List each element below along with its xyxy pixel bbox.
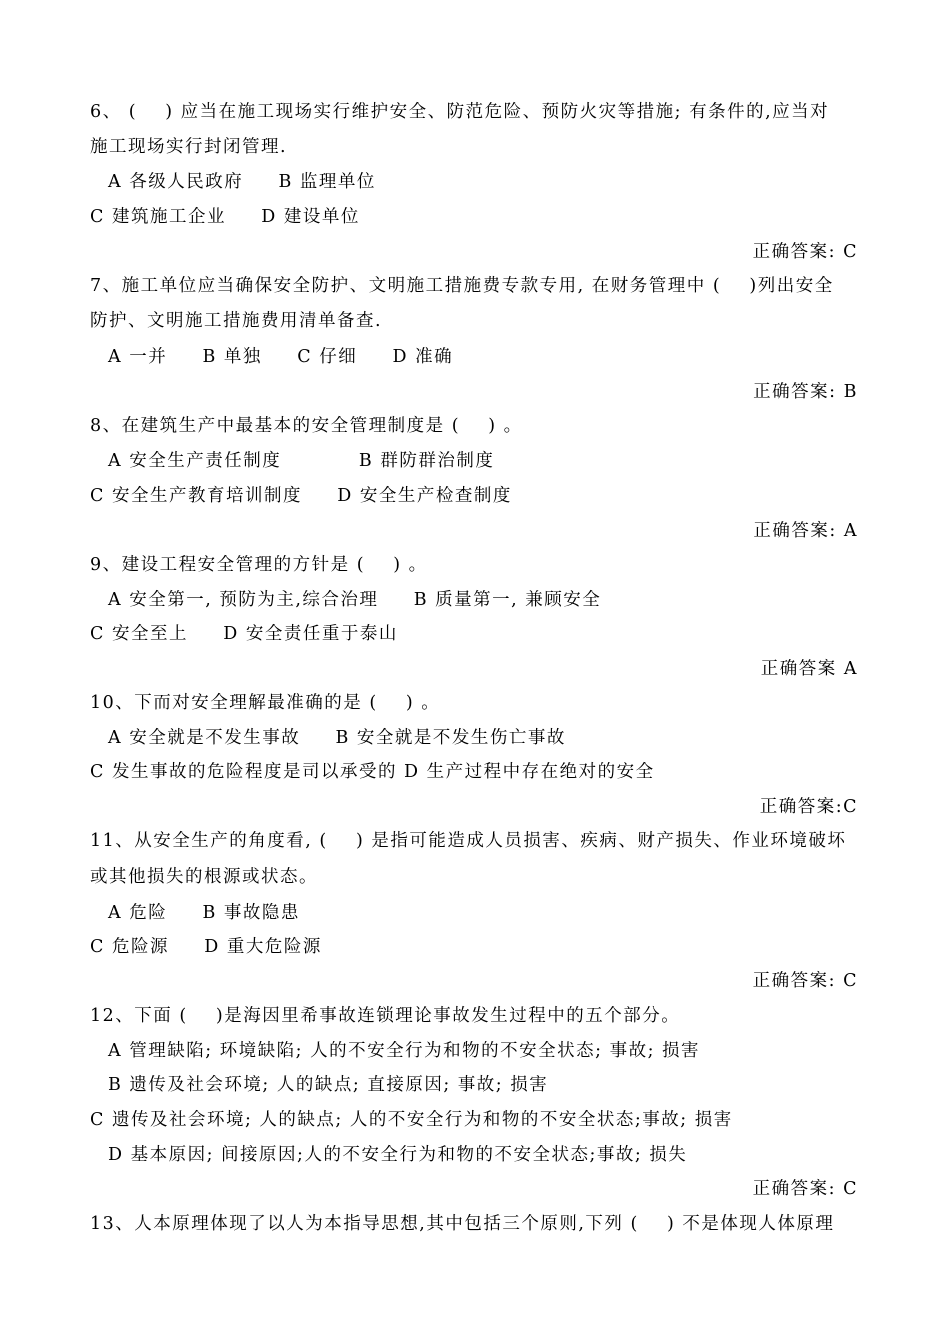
question-6-options-line-2: C 建筑施工企业 D 建设单位 [90,207,360,227]
question-6-answer: 正确答案: C [752,242,858,262]
question-6-options-line-1: A 各级人民政府 B 监理单位 [108,172,376,192]
question-12-stem-line-1: 12、下面 ( )是海因里希事故连锁理论事故发生过程中的五个部分。 [90,1006,681,1026]
question-9-options-line-2: C 安全至上 D 安全责任重于泰山 [90,624,398,644]
question-13-stem-line-1: 13、人本原理体现了以人为本指导思想,其中包括三个原则,下列 ( ) 不是体现人体原理 [90,1214,835,1234]
question-8-stem-line-1: 8、在建筑生产中最基本的安全管理制度是 ( ) 。 [90,416,523,436]
question-12-answer: 正确答案: C [752,1179,858,1199]
question-11-answer: 正确答案: C [752,971,858,991]
question-10-stem-line-1: 10、下而对安全理解最准确的是 ( ) 。 [90,693,441,713]
question-9-answer: 正确答案 A [760,659,858,679]
question-7-answer: 正确答案: B [753,382,858,402]
question-6-stem-line-1: 6、 ( ) 应当在施工现场实行维护安全、防范危险、预防火灾等措施; 有条件的,应当对 [90,102,830,122]
question-7-options-line-1: A 一并 B 单独 C 仔细 D 准确 [108,347,454,367]
question-10-options-line-2: C 发生事故的危险程度是司以承受的 D 生产过程中存在绝对的安全 [90,762,655,782]
question-12-option-a: A 管理缺陷; 环境缺陷; 人的不安全行为和物的不安全状态; 事故; 损害 [108,1041,701,1061]
question-11-options-line-1: A 危险 B 事故隐患 [108,903,300,923]
question-11-stem-line-1: 11、从安全生产的角度看, ( ) 是指可能造成人员损害、疾病、财产损失、作业环境破坏 [90,831,847,851]
question-11-options-line-2: C 危险源 D 重大危险源 [90,937,322,957]
question-8-answer: 正确答案: A [753,521,858,541]
question-10-answer: 正确答案:C [759,797,858,817]
question-12-option-b: B 遗传及社会环境; 人的缺点; 直接原因; 事故; 损害 [108,1075,549,1095]
question-11-stem-line-2: 或其他损失的根源或状态。 [90,867,318,887]
question-6-stem-line-2: 施工现场实行封闭管理. [90,137,288,157]
question-8-options-line-1: A 安全生产责任制度 B 群防群治制度 [108,451,495,471]
question-12-option-c: C 遗传及社会环境; 人的缺点; 人的不安全行为和物的不安全状态;事故; 损害 [90,1110,733,1130]
question-9-stem-line-1: 9、建设工程安全管理的方针是 ( ) 。 [90,555,428,575]
question-9-options-line-1: A 安全第一, 预防为主,综合治理 B 质量第一, 兼顾安全 [108,590,602,610]
question-8-options-line-2: C 安全生产教育培训制度 D 安全生产检查制度 [90,486,512,506]
question-7-stem-line-2: 防护、文明施工措施费用清单备查. [90,311,383,331]
question-7-stem-line-1: 7、施工单位应当确保安全防护、文明施工措施费专款专用, 在财务管理中 ( )列出安全 [90,276,834,296]
question-10-options-line-1: A 安全就是不发生事故 B 安全就是不发生伤亡事故 [108,728,566,748]
question-12-option-d: D 基本原因; 间接原因;人的不安全行为和物的不安全状态;事故; 损失 [108,1145,688,1165]
